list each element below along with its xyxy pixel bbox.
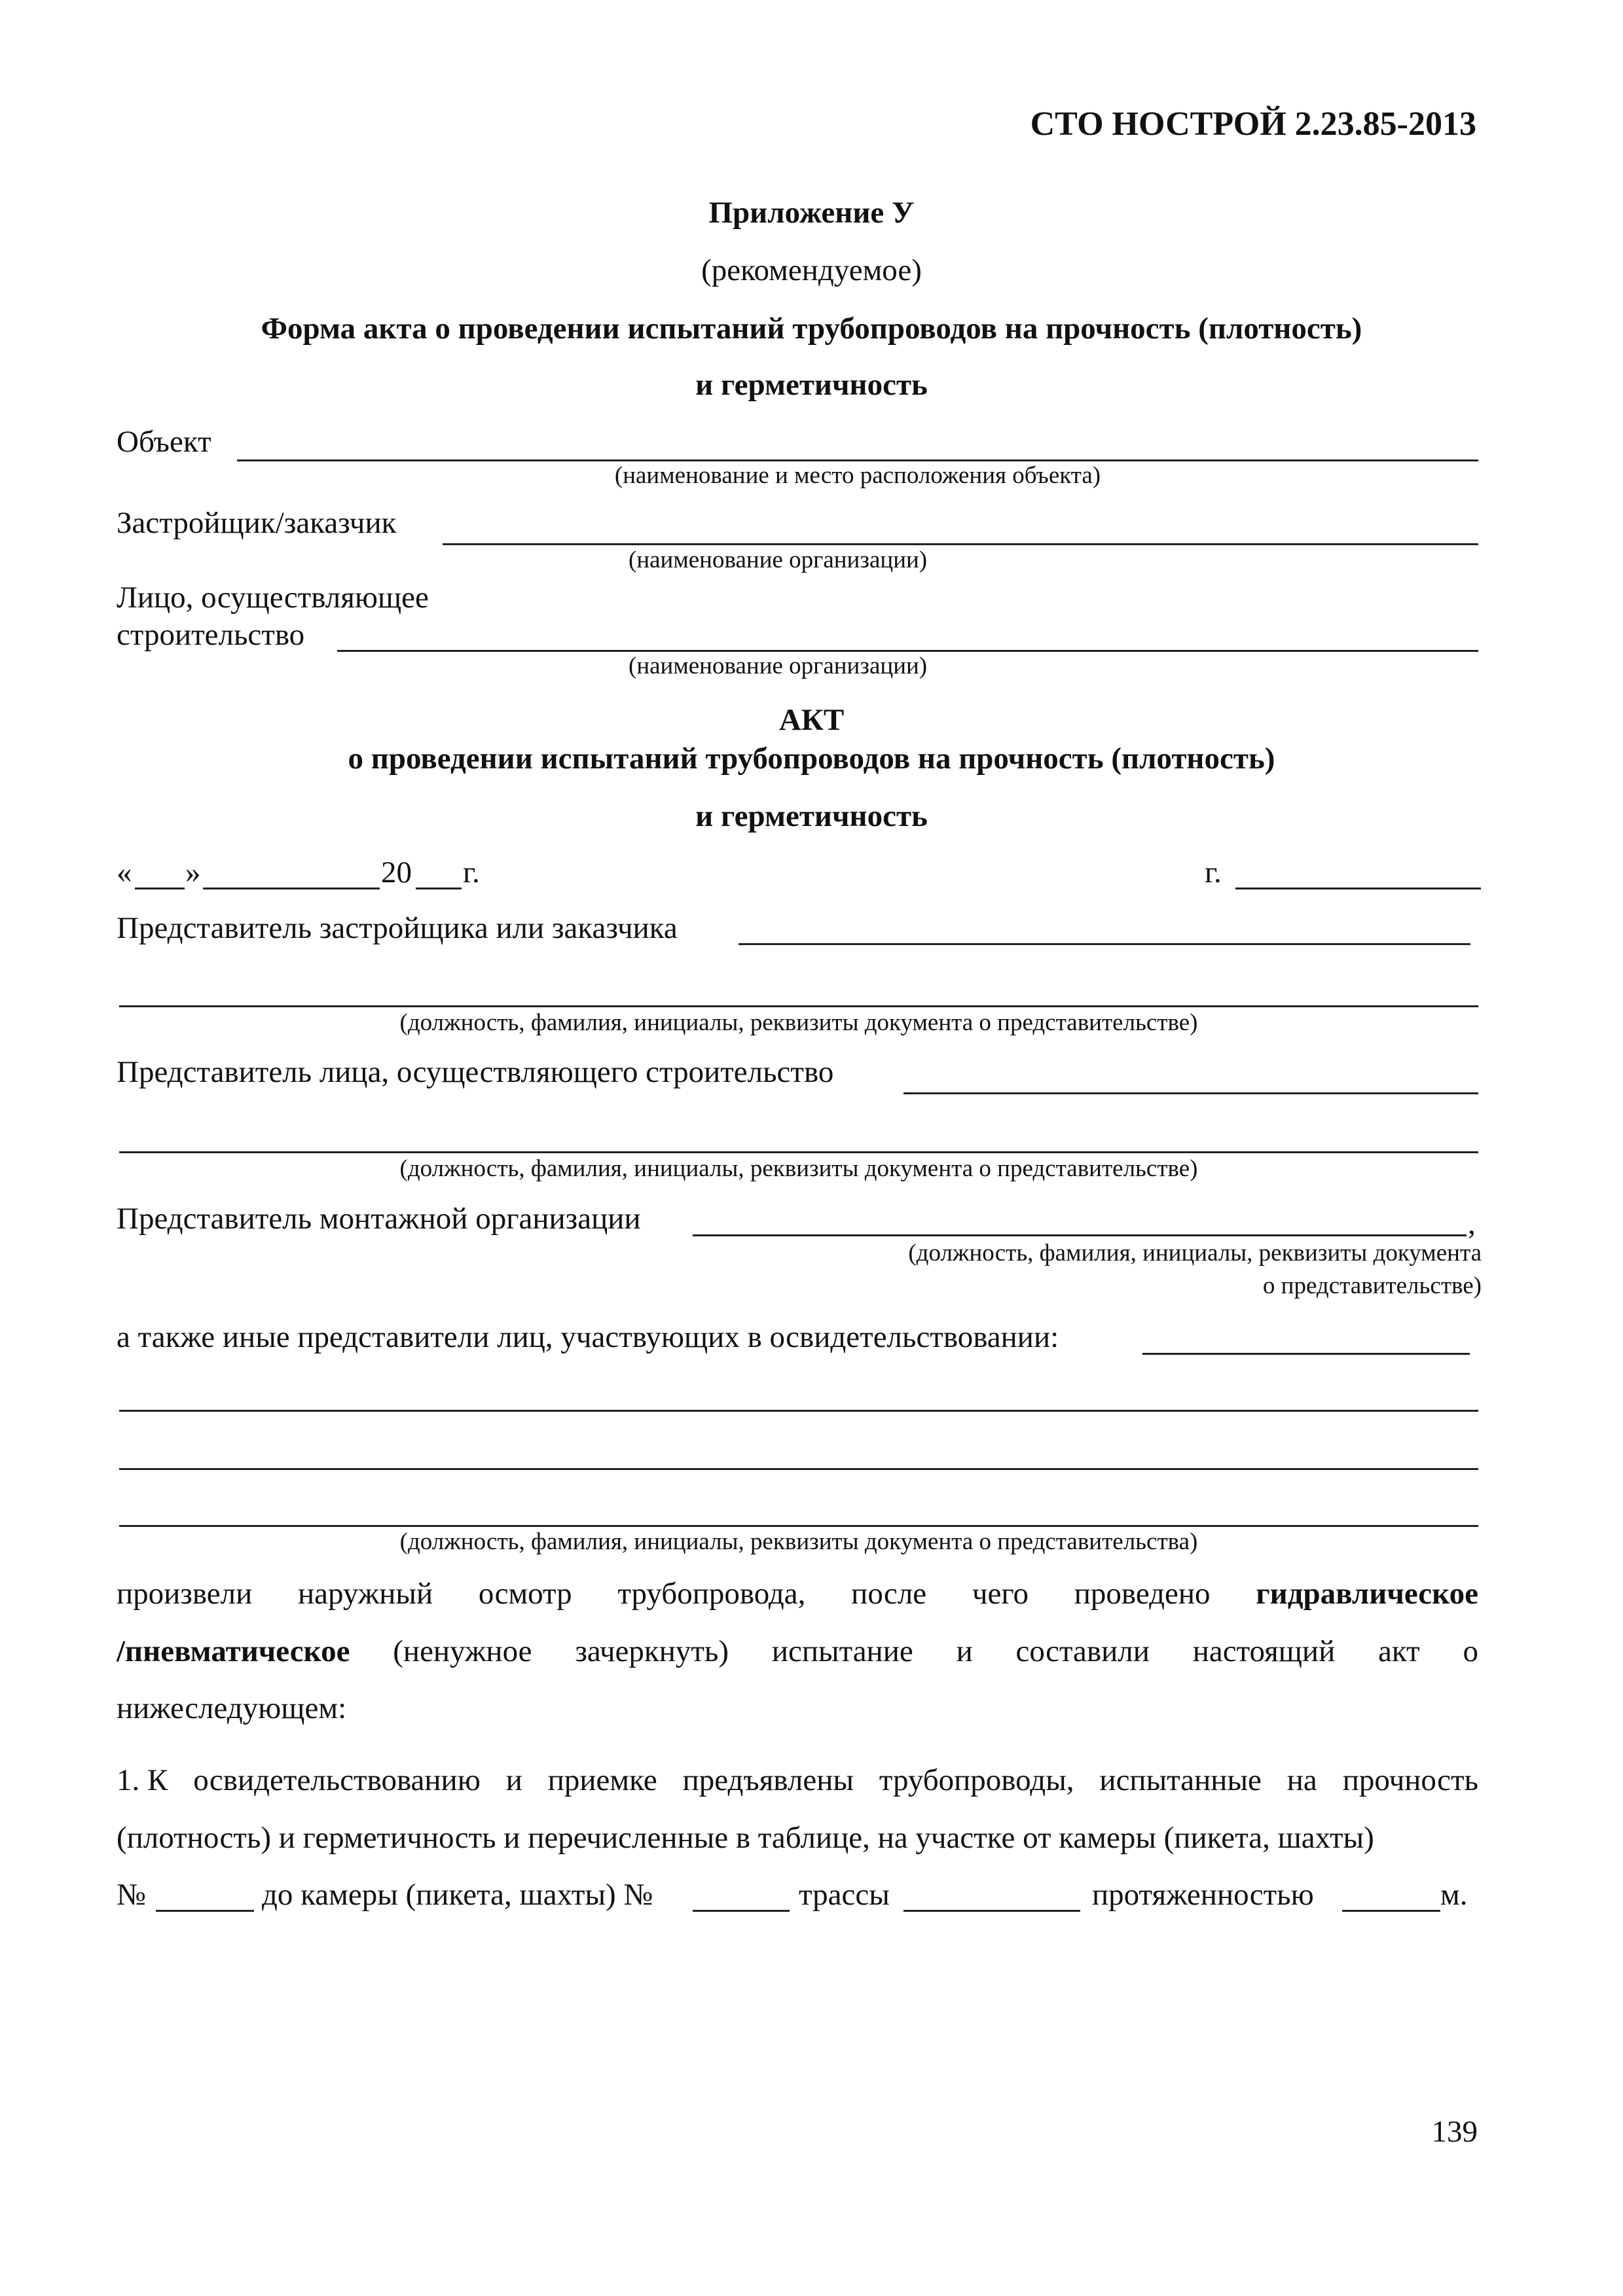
body-word: составили [1015, 1634, 1150, 1668]
others-hint: (должность, фамилия, инициалы, реквизиты документа о представительства) [399, 1528, 1198, 1555]
body-word: акт [1378, 1634, 1420, 1668]
body-word: (ненужное [393, 1634, 532, 1668]
body-word: о [1463, 1634, 1478, 1668]
body-line-2 [117, 1635, 1478, 1669]
body-word: и [956, 1634, 973, 1668]
others-input-line-1[interactable] [1142, 1353, 1470, 1355]
item1-route: трассы [799, 1878, 890, 1912]
item1-word: освидетельствованию [193, 1763, 481, 1797]
item1-word: приемке [547, 1763, 657, 1797]
developer-rep-input-line-2[interactable] [119, 1005, 1478, 1007]
act-subtitle-line-2: и герметичность [695, 799, 928, 833]
form-title-line-1: Форма акта о проведении испытаний трубопроводов на прочность (плотность) [261, 312, 1362, 346]
body-word: проведено [1074, 1577, 1211, 1611]
item1-word: прочность [1342, 1763, 1478, 1797]
item1-no-sign: № [117, 1878, 146, 1912]
length-value-line[interactable] [1342, 1910, 1440, 1912]
body-word: наружный [298, 1577, 433, 1611]
object-label: Объект [117, 425, 211, 459]
test-type-hydraulic: гидравлическое [1256, 1577, 1478, 1611]
form-title-line-2: и герметичность [695, 368, 928, 402]
body-line-1 [117, 1577, 1478, 1611]
developer-rep-label: Представитель застройщика или заказчика [117, 911, 678, 945]
appendix-subtitle: (рекомендуемое) [701, 253, 922, 287]
builder-label-line-2: строительство [117, 618, 305, 652]
body-word: зачеркнуть) [575, 1634, 729, 1668]
others-label: а также иные представители лиц, участвующих в освидетельствовании: [117, 1320, 1059, 1354]
act-title: АКТ [778, 703, 845, 737]
route-name-line[interactable] [903, 1910, 1080, 1912]
others-input-line-4[interactable] [119, 1525, 1478, 1527]
date-open-quote: « [117, 855, 132, 889]
date-day-line[interactable] [135, 888, 185, 889]
body-word: трубопровода, [617, 1577, 806, 1611]
item1-line-2: (плотность) и герметичность и перечисленные в таблице, на участке от камеры (пикета, шахты) [117, 1821, 1374, 1855]
builder-hint: (наименование организации) [629, 653, 928, 679]
test-type-pneumatic: /пневматическое [117, 1634, 350, 1668]
object-hint: (наименование и место расположения объекта) [614, 462, 1101, 489]
developer-label: Застройщик/заказчик [117, 506, 397, 540]
others-input-line-3[interactable] [119, 1468, 1478, 1470]
date-year-prefix: 20 [381, 855, 412, 889]
item1-word: и [505, 1763, 522, 1797]
item1-line-1 [117, 1764, 1478, 1798]
city-input-line[interactable] [1235, 888, 1481, 889]
developer-rep-hint: (должность, фамилия, инициалы, реквизиты документа о представительстве) [399, 1009, 1198, 1036]
item1-length: протяженностью [1092, 1878, 1314, 1912]
mount-rep-comma: , [1468, 1207, 1476, 1241]
object-input-line[interactable] [237, 459, 1478, 461]
item1-to-chamber: до камеры (пикета, шахты) № [262, 1878, 653, 1912]
developer-input-line[interactable] [443, 543, 1478, 545]
item1-word: на [1286, 1763, 1317, 1797]
mount-rep-label: Представитель монтажной организации [117, 1202, 641, 1236]
item1-word: предъявлены [682, 1763, 854, 1797]
item1-word: 1. К [117, 1763, 168, 1797]
body-word: испытание [771, 1634, 913, 1668]
body-word: настоящий [1192, 1634, 1336, 1668]
developer-rep-input-line[interactable] [739, 943, 1470, 945]
body-word: осмотр [478, 1577, 572, 1611]
document-code: СТО НОСТРОЙ 2.23.85-2013 [1030, 105, 1476, 143]
item1-meters: м. [1440, 1878, 1468, 1912]
to-chamber-number-line[interactable] [693, 1910, 790, 1912]
builder-rep-input-line[interactable] [903, 1092, 1478, 1094]
body-word: произвели [117, 1577, 253, 1611]
appendix-title: Приложение У [708, 196, 915, 230]
body-word: чего [972, 1577, 1029, 1611]
builder-rep-label: Представитель лица, осуществляющего строительство [117, 1055, 834, 1089]
act-subtitle-line-1: о проведении испытаний трубопроводов на прочность (плотность) [348, 742, 1275, 776]
city-prefix: г. [1205, 855, 1222, 889]
builder-label-line-1: Лицо, осуществляющее [117, 581, 429, 615]
date-year-line[interactable] [416, 888, 462, 889]
builder-rep-hint: (должность, фамилия, инициалы, реквизиты документа о представительстве) [399, 1155, 1198, 1182]
builder-rep-input-line-2[interactable] [119, 1151, 1478, 1153]
mount-rep-hint-line-1: (должность, фамилия, инициалы, реквизиты документа [908, 1240, 1482, 1266]
item1-word: испытанные [1099, 1763, 1262, 1797]
builder-input-line[interactable] [337, 650, 1478, 652]
date-year-suffix: г. [463, 855, 480, 889]
item1-word: трубопроводы, [879, 1763, 1074, 1797]
body-word: после [851, 1577, 927, 1611]
others-input-line-2[interactable] [119, 1410, 1478, 1412]
body-line-3: нижеследующем: [117, 1691, 347, 1725]
date-month-line[interactable] [203, 888, 380, 889]
developer-hint: (наименование организации) [629, 547, 928, 573]
mount-rep-input-line[interactable] [693, 1234, 1467, 1236]
from-chamber-number-line[interactable] [156, 1910, 254, 1912]
mount-rep-hint-line-2: о представительстве) [1262, 1272, 1482, 1299]
page-number: 139 [1431, 2115, 1478, 2149]
date-close-quote: » [185, 855, 201, 889]
